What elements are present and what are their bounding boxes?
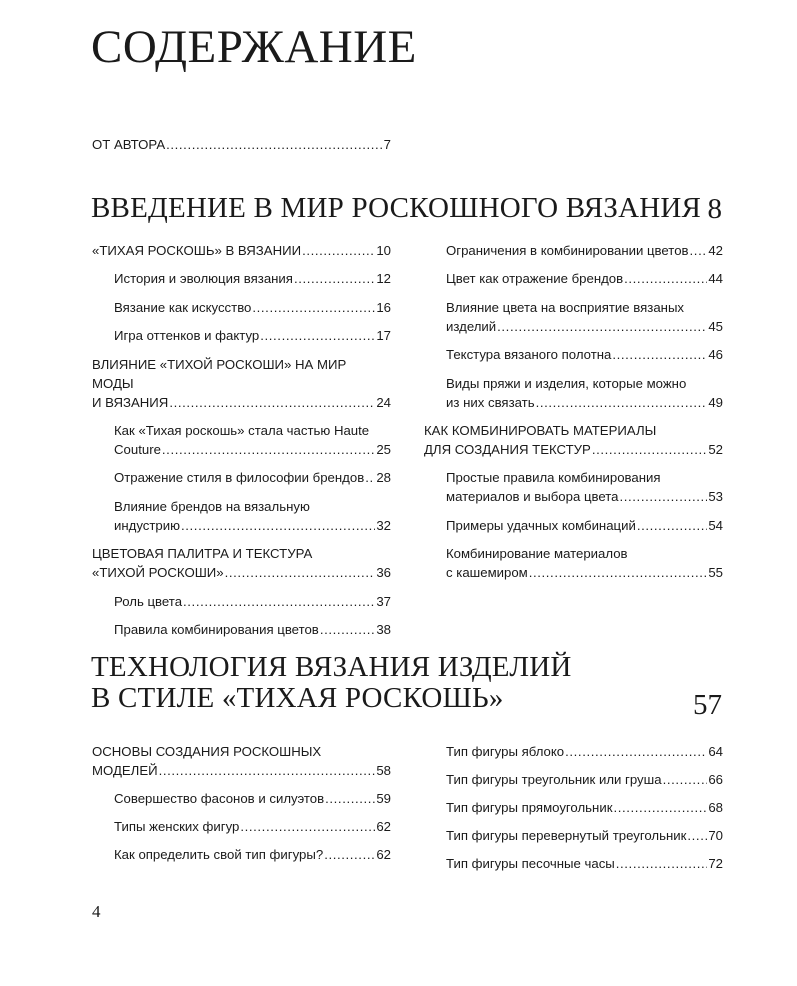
toc-entry-page: 44	[708, 271, 723, 287]
toc-entry[interactable]	[424, 854, 723, 873]
toc-entry-label: материалов и выбора цвета	[446, 489, 619, 505]
toc-entry[interactable]	[92, 421, 391, 459]
toc-entry-from-author[interactable]	[92, 135, 391, 154]
toc-entry-page: 38	[376, 621, 391, 637]
toc-entry[interactable]	[424, 770, 723, 789]
toc-entry-page: 17	[376, 328, 391, 344]
toc-entry-page: 36	[376, 565, 391, 581]
toc-entry[interactable]	[424, 298, 723, 336]
toc-entry[interactable]	[92, 241, 391, 260]
toc-entry-label: Тип фигуры треугольник или груша	[446, 772, 662, 787]
dot-leader	[365, 468, 375, 487]
toc-entry-page: 32	[376, 517, 391, 533]
toc-entry-label-line: Простые правила комбинирования	[446, 470, 661, 486]
dot-leader	[252, 298, 375, 317]
dot-leader	[169, 393, 375, 412]
toc-entry[interactable]	[424, 374, 723, 412]
dot-leader	[159, 761, 376, 780]
toc-entry[interactable]	[92, 845, 391, 864]
toc-entry-label-line: КАК КОМБИНИРОВАТЬ МАТЕРИАЛЫ	[424, 422, 657, 438]
toc-entry-label: Примеры удачных комбинаций	[446, 517, 636, 533]
toc-intro	[92, 135, 391, 154]
toc-entry-label-line: Влияние цвета на восприятие вязаных	[446, 299, 685, 315]
toc-entry[interactable]	[92, 269, 391, 288]
toc-entry-label: Совершество фасонов и силуэтов	[114, 791, 325, 806]
dot-leader	[663, 770, 708, 789]
toc-entry-label-line: Как «Тихая роскошь» стала частью Haute	[114, 422, 370, 438]
toc-entry[interactable]	[424, 742, 723, 761]
dot-leader	[690, 241, 708, 260]
toc-entry-label: Цвет как отражение брендов	[446, 271, 624, 287]
dot-leader	[497, 317, 707, 336]
toc-entry-label-line: ОСНОВЫ СОЗДАНИЯ РОСКОШНЫХ	[92, 744, 322, 759]
dot-leader	[529, 563, 708, 582]
dot-leader	[324, 845, 375, 864]
toc-entry[interactable]	[424, 345, 723, 364]
toc-entry-label: Правила комбинирования цветов	[114, 621, 319, 637]
dot-leader	[294, 269, 375, 288]
toc-entry-label: История и эволюция вязания	[114, 271, 293, 287]
toc-entry-page: 28	[376, 470, 391, 486]
toc-entry-label-line: Комбинирование материалов	[446, 546, 628, 562]
toc-entry-page: 10	[376, 243, 391, 258]
dot-leader	[613, 798, 707, 817]
dot-leader	[166, 135, 383, 154]
toc-entry[interactable]	[424, 241, 723, 260]
toc-entry-label: Тип фигуры яблоко	[446, 744, 565, 759]
toc-entry-label: из них связать	[446, 394, 535, 410]
toc-entry[interactable]	[92, 468, 391, 487]
toc-entry[interactable]	[92, 592, 391, 611]
toc-entry-page: 37	[376, 593, 391, 609]
section-page-number: 8	[707, 193, 722, 225]
toc-entry[interactable]	[92, 497, 391, 535]
toc-entry-page: 46	[708, 347, 723, 363]
toc-entry-label-line: Виды пряжи и изделия, которые можно	[446, 375, 687, 391]
toc-entry-label-line: ЦВЕТОВАЯ ПАЛИТРА И ТЕКСТУРА	[92, 546, 313, 562]
toc-entry-label: с кашемиром	[446, 565, 528, 581]
toc-entry-label: Отражение стиля в философии брендов	[114, 470, 365, 486]
toc-entry-page: 12	[376, 271, 391, 287]
toc-entry-page: 45	[708, 318, 723, 334]
toc-entry-label: Текстура вязаного полотна	[446, 347, 612, 363]
toc-entry-label: Роль цвета	[114, 593, 183, 609]
dot-leader	[637, 516, 707, 535]
toc-entry-page: 62	[376, 819, 391, 834]
toc-entry-page: 55	[708, 565, 723, 581]
dot-leader	[536, 393, 708, 412]
toc-entry-label: индустрию	[114, 517, 181, 533]
toc-entry-page: 49	[708, 394, 723, 410]
toc-entry[interactable]	[92, 620, 391, 639]
toc-entry-page: 72	[708, 856, 723, 871]
dot-leader	[612, 345, 707, 364]
section-heading-line: В СТИЛЕ «ТИХАЯ РОСКОШЬ»	[91, 681, 504, 714]
toc-entry-label: И ВЯЗАНИЯ	[92, 394, 169, 410]
toc-entry-label: Тип фигуры песочные часы	[446, 856, 615, 871]
toc-entry-page: 16	[376, 299, 391, 315]
toc-entry[interactable]	[92, 326, 391, 345]
toc-column-left	[92, 742, 391, 864]
toc-entry[interactable]	[92, 817, 391, 836]
dot-leader	[620, 487, 708, 506]
toc-entry-label: «ТИХАЯ РОСКОШЬ» В ВЯЗАНИИ	[92, 243, 302, 258]
dot-leader	[260, 326, 375, 345]
toc-entry-label-line: ВЛИЯНИЕ «ТИХОЙ РОСКОШИ» НА МИР МОДЫ	[92, 356, 347, 391]
section-heading	[91, 652, 572, 713]
toc-entry[interactable]	[424, 516, 723, 535]
toc-entry-label: изделий	[446, 318, 497, 334]
toc-entry-page: 25	[376, 441, 391, 457]
page-number: 4	[92, 902, 101, 921]
dot-leader	[325, 789, 375, 808]
toc-entry-page: 59	[376, 791, 391, 806]
toc-entry-label: Тип фигуры перевернутый треугольник	[446, 828, 687, 843]
dot-leader	[687, 826, 707, 845]
toc-entry-page: 68	[708, 800, 723, 815]
toc-entry-page: 66	[708, 772, 723, 787]
toc-entry-page: 52	[708, 441, 723, 457]
toc-entry-page: 54	[708, 517, 723, 533]
dot-leader	[240, 817, 375, 836]
section-page-number: 57	[693, 689, 722, 721]
toc-entry[interactable]	[92, 742, 391, 780]
toc-entry-label: Couture	[114, 441, 161, 457]
dot-leader	[162, 440, 375, 459]
dot-leader	[592, 440, 707, 459]
dot-leader	[565, 742, 707, 761]
section-heading-line: ТЕХНОЛОГИЯ ВЯЗАНИЯ ИЗДЕЛИЙ	[91, 651, 572, 683]
toc-entry[interactable]	[92, 355, 391, 412]
toc-entry-label: ОТ АВТОРА	[92, 137, 166, 152]
toc-entry-label: Вязание как искусство	[114, 299, 252, 315]
toc-entry[interactable]	[424, 798, 723, 817]
toc-entry[interactable]	[424, 421, 723, 459]
toc-entry-page: 53	[708, 489, 723, 505]
dot-leader	[181, 516, 375, 535]
section-heading-text: ВВЕДЕНИЕ В МИР РОСКОШНОГО ВЯЗАНИЯ	[91, 192, 702, 224]
toc-entry-page: 64	[708, 744, 723, 759]
toc-entry-page: 24	[376, 394, 391, 410]
toc-entry-page: 7	[383, 137, 391, 152]
toc-entry-page: 62	[376, 847, 391, 862]
toc-entry-page: 70	[708, 828, 723, 843]
toc-entry[interactable]	[424, 826, 723, 845]
page-title: СОДЕРЖАНИЕ	[91, 21, 417, 73]
toc-entry-label: Ограничения в комбинировании цветов	[446, 243, 689, 258]
dot-leader	[302, 241, 375, 260]
toc-entry[interactable]	[424, 544, 723, 582]
toc-entry[interactable]	[92, 789, 391, 808]
toc-entry[interactable]	[424, 269, 723, 288]
toc-column-left	[92, 241, 391, 639]
toc-entry-label: Типы женских фигур	[114, 819, 240, 834]
toc-entry-label: Игра оттенков и фактур	[114, 328, 260, 344]
toc-entry[interactable]	[92, 298, 391, 317]
dot-leader	[624, 269, 707, 288]
toc-column-right	[424, 241, 723, 582]
dot-leader	[616, 854, 708, 873]
toc-entry[interactable]	[92, 544, 391, 582]
section-heading	[91, 193, 701, 224]
toc-entry-label: МОДЕЛЕЙ	[92, 763, 158, 778]
toc-entry-page: 42	[708, 243, 723, 258]
dot-leader	[183, 592, 375, 611]
toc-entry-label: Тип фигуры прямоугольник	[446, 800, 613, 815]
toc-column-right	[424, 742, 723, 873]
toc-entry-label: Как определить свой тип фигуры?	[114, 847, 324, 862]
toc-entry[interactable]	[424, 468, 723, 506]
toc-entry-label-line: Влияние брендов на вязальную	[114, 498, 310, 514]
toc-entry-label: «ТИХОЙ РОСКОШИ»	[92, 565, 224, 581]
toc-entry-label: ДЛЯ СОЗДАНИЯ ТЕКСТУР	[424, 441, 591, 457]
dot-leader	[320, 620, 376, 639]
toc-entry-page: 58	[376, 763, 391, 778]
dot-leader	[225, 563, 376, 582]
